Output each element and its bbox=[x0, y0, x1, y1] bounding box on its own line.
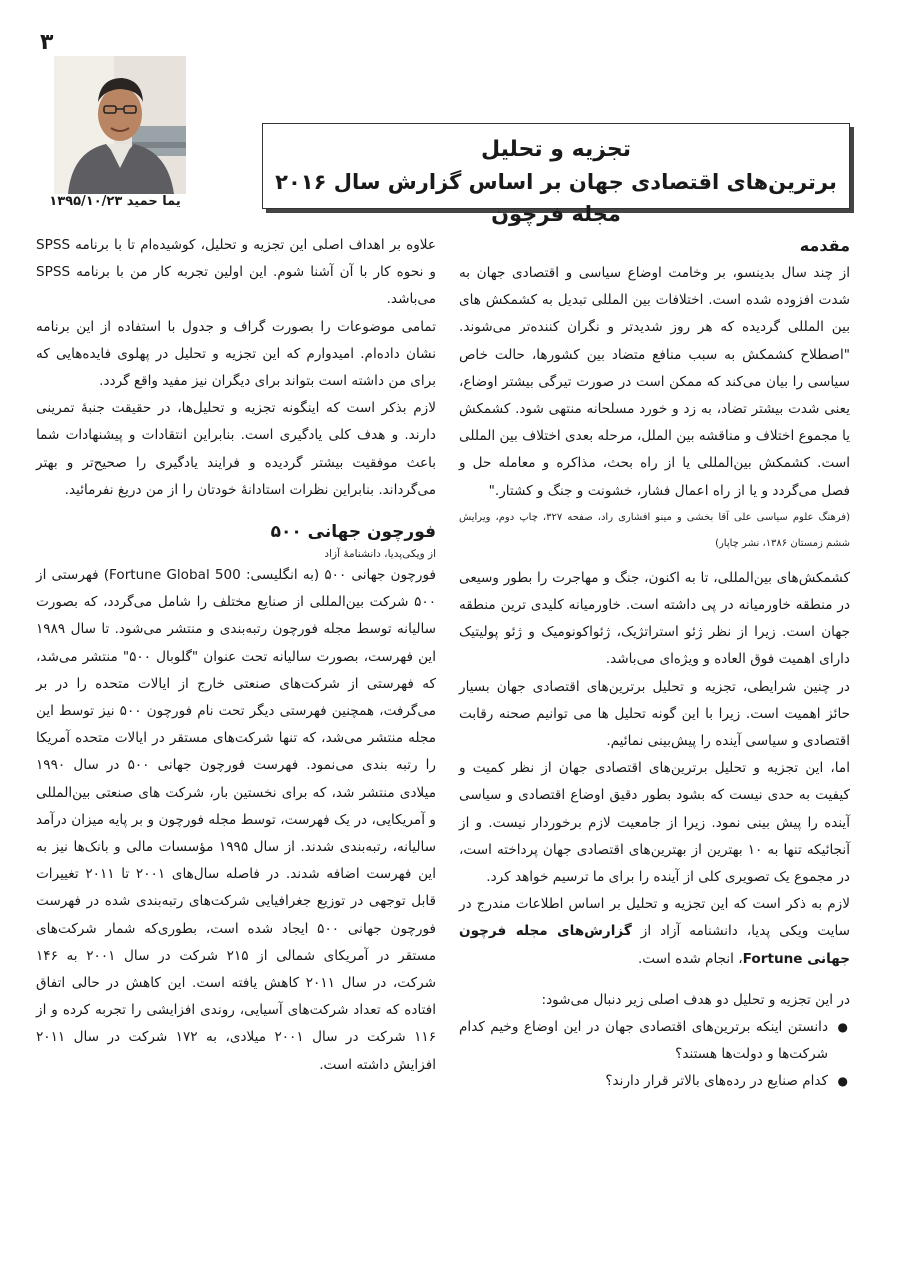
title-box bbox=[262, 123, 850, 226]
goals-intro: در این تجزیه و تحلیل دو هدف اصلی زیر دنبال می‌شود: bbox=[541, 991, 850, 1008]
left-column bbox=[36, 232, 436, 1079]
goals-list bbox=[459, 1014, 850, 1096]
citation: (فرهنگ علوم سیاسی علی آقا بخشی و مینو افشاری راد، صفحه ۳۲۷، چاپ دوم، ویرایش ششم زمستان ۱۳۸۶، نشر چاپار) bbox=[459, 511, 850, 549]
fortune-heading: فورچون جهانی ۵۰۰ bbox=[270, 522, 436, 543]
page-number: ۳ bbox=[40, 30, 54, 55]
goal-item: ● کدام صنایع در رده‌های بالاتر قرار دارند؟ bbox=[459, 1068, 850, 1095]
intro-paragraph-4: اما، این تجزیه و تحلیل برترین‌های اقتصادی جهان از نظر کمیت و کیفیت به حدی نیست که بشود بطور دقیق اوضاع اقتصادی و سیاسی آینده را پیش بینی نمود. زیرا از جامعیت لازم برخوردار نیست. و از آنجائیکه تنها به ۱۰ بهترین از بهترین‌های اقتصادی جهان پرداخته است، در مجموع یک تصویری کلی از آینده را برای ما ترسیم خواهد کرد. bbox=[459, 760, 850, 886]
title-line-1: تجزیه و تحلیل bbox=[480, 137, 632, 162]
intro-paragraph-5-end: ، انجام شده است. bbox=[637, 950, 743, 967]
left-paragraph-3: لازم بذکر است که اینگونه تجزیه و تحلیل‌ها، در حقیقت جنبهٔ تمرینی دارند. و هدف کلی یادگیری است. بنابراین انتقادات و پیشنهادات شما باعث موفقیت بیشتر گردیده و فرایند یادگیری را صحیح‌تر و بهتر می‌گرداند. بنابراین نظرات استادانهٔ خودتان را از من دریغ نفرمائید. bbox=[36, 400, 436, 498]
intro-paragraph-5 bbox=[459, 891, 850, 973]
fortune-reports-bold: گزارش‌های مجله فرچون جهانی Fortune bbox=[459, 923, 850, 967]
author-photo bbox=[54, 56, 186, 194]
left-paragraph-1: علاوه بر اهداف اصلی این تجزیه و تحلیل، کوشیده‌ام تا با برنامه SPSS و نحوه کار با آن آشنا شوم. این اولین تجربه کار من با برنامه SPSS می‌باشد. bbox=[36, 237, 436, 308]
wikipedia-source: از ویکی‌پدیا، دانشنامهٔ آزاد bbox=[324, 548, 436, 561]
left-paragraph-2: تمامی موضوعات را بصورت گراف و جدول با استفاده از این برنامه نشان داده‌ام. امیدوارم که این تجزیه و تحلیل در پهلوی فایده‌هایی که برای من داشته است بتواند برای دیگران نیز مفید واقع گردد. bbox=[36, 318, 436, 390]
intro-paragraph-5-start: لازم به ذکر است که این تجزیه و تحلیل بر اساس اطلاعات مندرج در سایت ویکی پدیا، دانشنامه آزاد از bbox=[459, 896, 850, 940]
intro-paragraph-3: در چنین شرایطی، تجزیه و تحلیل برترین‌های اقتصادی جهان بسیار حائز اهمیت است. زیرا با این گونه تحلیل ها می توانیم صحنه رقابت اقتصادی و سیاسی آینده را پیش‌بینی نمائیم. bbox=[459, 678, 850, 750]
intro-paragraph-2: کشمکش‌های بین‌المللی، تا به اکنون، جنگ و مهاجرت را بطور وسیعی در منطقه خاورمیانه در پی داشته است. خاورمیانه کلیدی ترین منطقه جهان است. زیرا از نظر ژئو استراتژیک، ژئواکونومیک و ژئو پولیتیک دارای اهمیت فوق العاده و ویژه‌ای می‌باشد. bbox=[459, 569, 850, 668]
fortune-body: فورچون جهانی ۵۰۰ (به انگلیسی: Fortune Global 500) فهرستی از ۵۰۰ شرکت بین‌المللی از صنایع مختلف را شامل می‌گردد، که بصورت سالیانه توسط مجله فورچون رتبه‌بندی و منتشر می‌شود. تا سال ۱۹۸۹ این فهرست، بصورت سالیانه تحت عنوان "گلوبال ۵۰۰" منتشر می‌شد، که فهرستی از شرکت‌های صنعتی خارج از ایالات متحده را در بر می‌گرفت، همچنین فهرستی دیگر تحت نام فورچون ۵۰۰ نیز توسط این مجله منتشر می‌شد، که تنها شرکت‌های مستقر در ایالات متحده آمریکا را رتبه بندی می‌نمود. فهرست فورچون جهانی ۵۰۰ در سال ۱۹۹۰ میلادی منتشر شد، که برای نخستین بار، شرکت های صنعتی بین‌المللی و آمریکایی، در یک فهرست، توسط مجله فورچون و بر پایه میزان درآمد سالیانه، رتبه‌بندی شدند. از سال ۱۹۹۵ مؤسسات مالی و بانک‌ها نیز به این فهرست اضافه شدند. در فاصله سال‌های ۲۰۰۱ تا ۲۰۱۱ تغییرات قابل توجهی در توزیع جغرافیایی شرکت‌های رتبه‌بندی شده در فهرست فورچون جهانی ۵۰۰ ایجاد شده است، بطوری‌که شمار شرکت‌های مستقر در آمریکای شمالی از ۲۱۵ شرکت در سال ۲۰۰۱ به ۱۴۶ شرکت، در سال ۲۰۱۱ کاهش یافته است. این کاهش در حالی اتفاق افتاده که تعداد شرکت‌های آسیایی، روندی افزایشی را تجربه کرده و از ۱۱۶ شرکت در سال ۲۰۰۱ میلادی، به ۱۷۲ شرکت در سال ۲۰۱۱ افزایش داشته است. bbox=[36, 567, 437, 1073]
author-date: یما حمید ۱۳۹۵/۱۰/۲۳ bbox=[49, 194, 181, 209]
right-column bbox=[459, 232, 850, 1096]
author-portrait-image bbox=[54, 56, 186, 194]
intro-heading: مقدمه bbox=[799, 236, 850, 255]
goal-item: ● دانستن اینکه برترین‌های اقتصادی جهان در این اوضاع وخیم کدام شرکت‌ها و دولت‌ها هستند؟ bbox=[459, 1014, 850, 1068]
title-line-2: برترین‌های اقتصادی جهان بر اساس گزارش سال ۲۰۱۶ مجله فرچون bbox=[275, 170, 837, 226]
intro-paragraph-1: از چند سال بدینسو، بر وخامت اوضاع سیاسی و اقتصادی جهان به شدت افزوده شده است. اختلافات بین المللی تبدیل به کشمکش های بین المللی گردیده که هر روز شدیدتر و نگران کننده‌تر می‌شوند. "اصطلاح کشمکش به سبب منافع متضاد بین کشورها، حالت خاص سیاسی را بیان می‌کند که ممکن است در صورت تیرگی بیشتر اوضاع، یعنی شدت بیشتر تضاد، به زد و خورد مسلحانه منتهی شود. کشمکش یا مجموع اختلاف و مناقشه بین الملل، مرحله بعدی اختلاف بین المللی است. کشمکش بین‌المللی یا از راه بحث، مذاکره و معامله حل و فصل می‌گردد و یا از راه اعمال فشار، خشونت و جنگ و کشتار." bbox=[459, 265, 850, 499]
